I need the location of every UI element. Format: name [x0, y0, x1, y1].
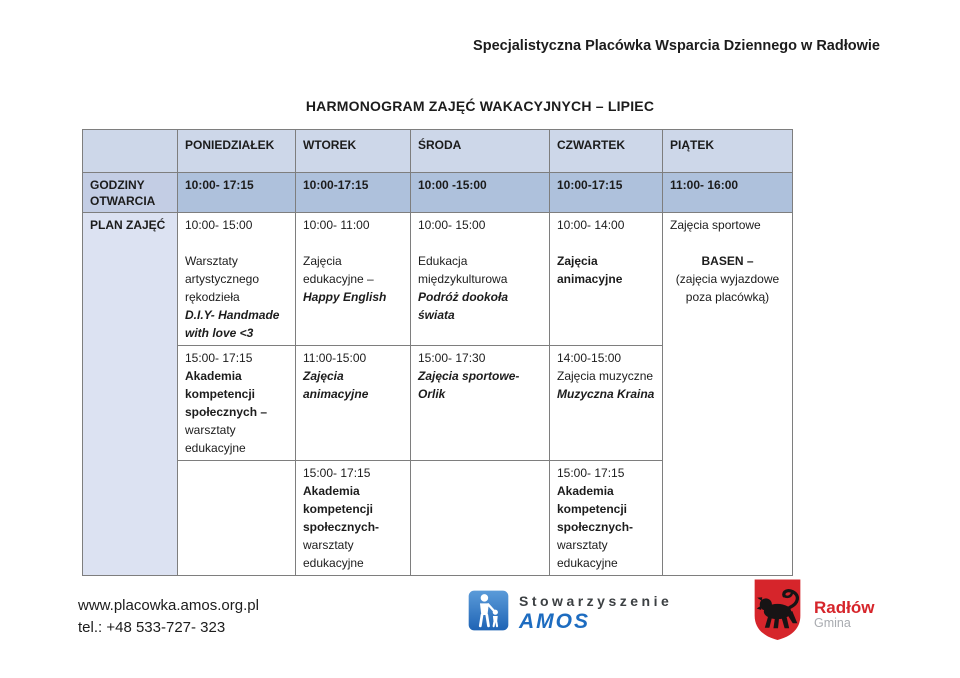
- website-text: www.placowka.amos.org.pl: [78, 597, 259, 614]
- slot-desc: Warsztaty artystycznego rękodzieła: [185, 254, 260, 305]
- page-title: HARMONOGRAM ZAJĘĆ WAKACYJNYCH – LIPIEC: [305, 98, 655, 114]
- slot-desc: Edukacja międzykulturowa: [418, 254, 508, 287]
- slot-desc: Zajęcia muzyczne: [557, 369, 654, 384]
- hours-thursday: 10:00-17:15: [550, 173, 663, 213]
- plan-friday: [663, 213, 793, 576]
- schedule-table: [82, 129, 793, 576]
- slot-title: Muzyczna Kraina: [557, 387, 655, 402]
- slot-time: 10:00- 14:00: [557, 218, 625, 233]
- contact-block: [78, 595, 259, 639]
- day-header-friday: PIĄTEK: [663, 130, 793, 173]
- slot-title: D.I.Y- Handmade with love <3: [185, 308, 280, 341]
- radlow-crest-icon: [752, 578, 803, 642]
- opening-hours-row: [83, 173, 793, 213]
- hours-wednesday: 10:00 -15:00: [411, 173, 550, 213]
- spacer: [557, 234, 655, 252]
- slot-note: (zajęcia wyjazdowe poza placówką): [675, 272, 780, 305]
- plan-monday-slot2: [178, 346, 296, 461]
- phone-text: tel.: +48 533-727- 323: [78, 619, 226, 636]
- amos-name: AMOS: [519, 610, 590, 633]
- corner-cell: [83, 130, 178, 173]
- radlow-logo-text: [814, 578, 874, 642]
- plan-wednesday-slot3-empty: [411, 461, 550, 576]
- plan-row-1: [83, 213, 793, 346]
- slot-time: 15:00- 17:15: [557, 466, 625, 481]
- day-header-monday: PONIEDZIAŁEK: [178, 130, 296, 173]
- spacer: [418, 234, 542, 252]
- spacer: [670, 234, 785, 252]
- amos-logo: [468, 590, 672, 634]
- plan-label: PLAN ZAJĘĆ: [83, 213, 178, 576]
- slot-desc: warsztaty edukacyjne: [303, 538, 364, 571]
- slot-time: 10:00- 15:00: [185, 218, 253, 233]
- amos-logo-text: [519, 590, 672, 634]
- plan-wednesday-slot2: [411, 346, 550, 461]
- slot-desc: Zajęcia sportowe: [670, 218, 761, 233]
- slot-desc: warsztaty edukacyjne: [557, 538, 618, 571]
- slot-title: Zajęcia sportowe- Orlik: [418, 369, 520, 402]
- hours-friday: 11:00- 16:00: [663, 173, 793, 213]
- slot-time: 15:00- 17:30: [418, 351, 486, 366]
- day-header-thursday: CZWARTEK: [550, 130, 663, 173]
- plan-wednesday-slot1: [411, 213, 550, 346]
- plan-tuesday-slot1: [296, 213, 411, 346]
- opening-hours-label: GODZINY OTWARCIA: [83, 173, 178, 213]
- spacer: [303, 234, 403, 252]
- plan-thursday-slot2: [550, 346, 663, 461]
- slot-time: 11:00-15:00: [303, 351, 367, 366]
- radlow-subtitle: Gmina: [814, 616, 851, 630]
- day-header-row: [83, 130, 793, 173]
- organization-header: Specjalistyczna Placówka Wsparcia Dziennego w Radłowie: [473, 38, 880, 54]
- slot-title: Zajęcia animacyjne: [557, 254, 623, 287]
- plan-monday-slot3-empty: [178, 461, 296, 576]
- slot-time: 10:00- 11:00: [303, 218, 370, 233]
- slot-title: Podróż dookoła świata: [418, 290, 508, 323]
- plan-tuesday-slot2: [296, 346, 411, 461]
- hours-monday: 10:00- 17:15: [178, 173, 296, 213]
- slot-desc: Zajęcia edukacyjne –: [303, 254, 374, 287]
- day-header-tuesday: WTOREK: [296, 130, 411, 173]
- slot-time: 14:00-15:00: [557, 351, 622, 366]
- plan-monday-slot1: [178, 213, 296, 346]
- slot-time: 15:00- 17:15: [185, 351, 253, 366]
- amos-people-icon: [468, 590, 509, 631]
- day-header-wednesday: ŚRODA: [411, 130, 550, 173]
- slot-title: BASEN –: [701, 254, 754, 269]
- slot-title: Akademia kompetencji społecznych-: [557, 484, 634, 535]
- slot-title: Zajęcia animacyjne: [303, 369, 369, 402]
- radlow-name: Radłów: [814, 598, 875, 617]
- amos-org-name: Stowarzyszenie: [519, 593, 673, 609]
- slot-time: 10:00- 15:00: [418, 218, 486, 233]
- spacer: [185, 234, 288, 252]
- radlow-logo: [752, 578, 874, 642]
- slot-title: Happy English: [303, 290, 387, 305]
- slot-title: Akademia kompetencji społecznych –: [185, 369, 268, 420]
- plan-tuesday-slot3: [296, 461, 411, 576]
- plan-thursday-slot3: [550, 461, 663, 576]
- slot-desc: warsztaty edukacyjne: [185, 423, 246, 456]
- slot-title: Akademia kompetencji społecznych-: [303, 484, 380, 535]
- hours-tuesday: 10:00-17:15: [296, 173, 411, 213]
- plan-thursday-slot1: [550, 213, 663, 346]
- slot-time: 15:00- 17:15: [303, 466, 371, 481]
